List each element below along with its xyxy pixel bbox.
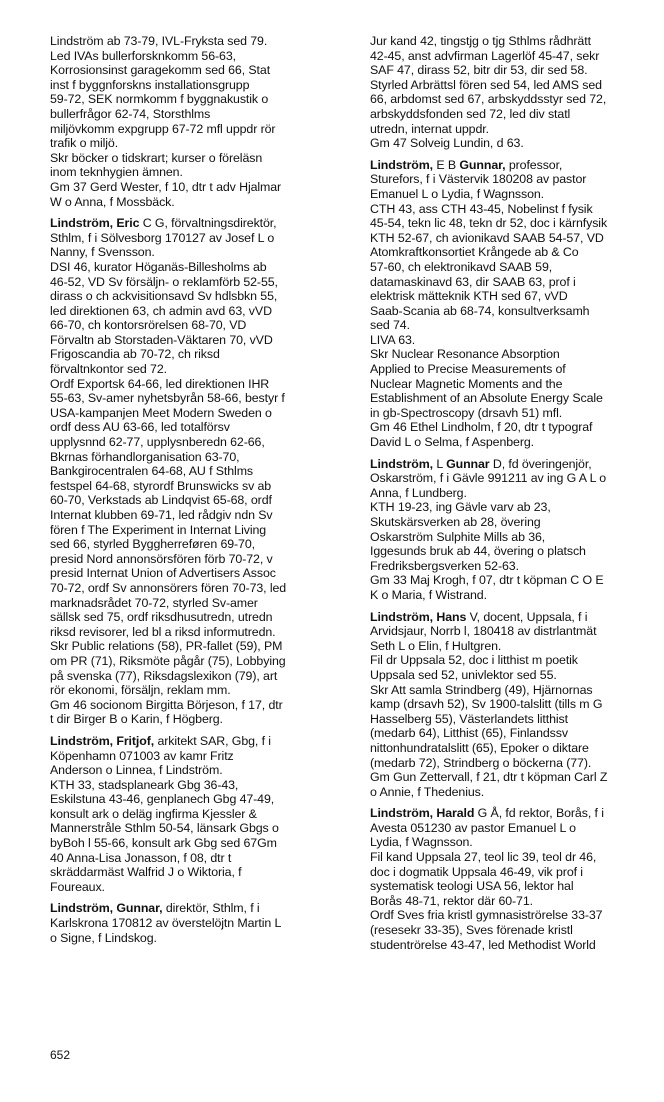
text-line: Jur kand 42, tingstjg o tjg Sthlms rådhrätt xyxy=(370,34,591,48)
text-line: t dir Birger B o Karin, f Högberg. xyxy=(50,712,223,727)
text-line: Nanny, f Svensson. xyxy=(50,245,155,260)
text-line: (medarb 64), Litthist (65), Finlandssv xyxy=(370,726,568,741)
text-line: (resesekr 33-35), Sves förenade kristl xyxy=(370,923,573,938)
text-line: Saab-Scania ab 68-74, konsultverksamh xyxy=(370,303,590,318)
text-line: Gm 37 Gerd Wester, f 10, dtr t adv Hjalmar xyxy=(50,179,282,194)
text-line: fören f The Experiment in Internat Living xyxy=(50,522,267,537)
text-line: 42-45, anst advfirman Lagerlöf 45-47, sekr xyxy=(370,48,600,63)
entry-initials: E B xyxy=(433,157,460,172)
text-line: KTH 52-67, ch avionikavd SAAB 54-57, VD xyxy=(370,230,604,245)
text-line: Bankgirocentralen 64-68, AU f Sthlms xyxy=(50,464,254,479)
text-line: Styrled Arbrättsl fören sed 54, led AMS sed xyxy=(370,77,602,92)
text-line: Gm 46 socionom Birgitta Börjeson, f 17, dtr xyxy=(50,697,283,712)
entry-text: V, docent, Uppsala, f i xyxy=(466,609,588,624)
text-line: David L o Selma, f Aspenberg. xyxy=(370,435,535,450)
entry-text: D, fd överingenjör, xyxy=(489,456,592,471)
text-line: in gb-Spectroscopy (drsavh 51) mfl. xyxy=(370,405,563,420)
entry-name: Lindström, xyxy=(370,157,434,172)
entry-lindstrom-hans xyxy=(370,610,662,800)
text-line: nittonhundratalslitt (65), Epoker o diktare xyxy=(370,740,589,755)
text-line xyxy=(370,806,662,821)
text-line: Led IVAs bullerforsknkomm 56-63, xyxy=(50,48,236,63)
text-line: W o Anna, f Mossbäck. xyxy=(50,194,175,209)
text-line: 59-72, SEK normkomm f byggnakustik o xyxy=(50,92,269,107)
text-line: led direktionen 63, ch admin avd 63, vVD xyxy=(50,303,272,318)
text-line: Establishment of an Absolute Energy Scale xyxy=(370,391,603,406)
entry-name-given: Gunnar, xyxy=(459,157,506,172)
text-line: Arvidsjaur, Norrb l, 180418 av distrlantmät xyxy=(370,624,597,639)
text-line: Hasselberg 55), Västerlandets litthist xyxy=(370,711,568,726)
text-line: upplysnnd 62-77, upplysnberedn 62-66, xyxy=(50,435,265,450)
text-line: inst f byggnforskns installationsgrupp xyxy=(50,77,250,92)
text-line: kamp (drsavh 52), Sv 1900-talslitt (tills m G xyxy=(370,697,603,712)
text-line: Köpenhamn 071003 av kamr Fritz xyxy=(50,748,234,763)
entry-name: Lindström, Harald xyxy=(370,806,475,821)
text-line: Ordf Exportsk 64-66, led direktionen IHR xyxy=(50,376,270,391)
entry-lindstrom-gunnar-eb xyxy=(370,158,662,450)
text-line: 60-70, Verkstads ab Lindqvist 65-68, ordf xyxy=(50,493,272,508)
text-line: förvaltnkontor sed 72. xyxy=(50,362,167,377)
text-line: festspel 64-68, styrordf Brunswicks sv ab xyxy=(50,478,272,493)
text-line: skräddarmäst Walfrid J o Wiktoria, f xyxy=(50,865,242,880)
text-line: Frigoscandia ab 70-72, ch riksd xyxy=(50,347,220,362)
text-line: Sturefors, f i Västervik 180208 av pastor xyxy=(370,172,587,187)
continued-entry xyxy=(50,34,350,209)
text-line: K o Maria, f Wistrand. xyxy=(370,587,487,602)
text-line: Karlskrona 170812 av överstelöjtn Martin L xyxy=(50,916,282,931)
entry-name: Lindström, xyxy=(370,456,434,471)
text-line: Eskilstuna 43-46, genplanech Gbg 47-49, xyxy=(50,792,275,807)
text-line: Sthlm, f i Sölvesborg 170127 av Josef L o xyxy=(50,230,275,245)
text-line: 45-54, tekn lic 48, tekn dr 52, doc i kärnfysik xyxy=(370,216,608,231)
text-line: LIVA 63. xyxy=(370,332,416,347)
text-line: Skr Public relations (58), PR-fallet (59), PM xyxy=(50,639,283,654)
entry-name-given: Gunnar xyxy=(446,456,490,471)
text-line: elektrisk mätteknik KTH sed 67, vVD xyxy=(370,289,568,304)
text-line: 46-52, VD Sv försäljn- o reklamförb 52-55, xyxy=(50,274,278,289)
text-line: Gm 47 Solveig Lundin, d 63. xyxy=(370,136,524,151)
entry-initials: L xyxy=(433,456,447,471)
text-line: Gm Gun Zettervall, f 21, dtr t köpman Carl Z xyxy=(370,770,608,785)
text-line: datamaskinavd 63, dir SAAB 63, prof i xyxy=(370,274,576,289)
text-line: riksd revisorer, led bl a riksd informutredn. xyxy=(50,624,276,639)
text-line: Lydia, f Wagnsson. xyxy=(370,835,473,850)
entry-name: Lindström, Fritjof, xyxy=(50,733,155,748)
text-line: Korrosionsinst garagekomm sed 66, Stat xyxy=(50,63,271,78)
text-line: presid Nord annonsörsfören förb 70-72, v xyxy=(50,551,273,566)
entry-text: professor, xyxy=(505,157,563,172)
text-line: Anna, f Lundberg. xyxy=(370,485,467,500)
left-column xyxy=(50,34,350,945)
text-line: Skr Att samla Strindberg (49), Hjärnornas xyxy=(370,682,593,697)
text-line: Applied to Precise Measurements of xyxy=(370,362,566,377)
text-line: Uppsala sed 52, univlektor sed 55. xyxy=(370,667,557,682)
text-line xyxy=(50,216,350,231)
text-line: om PR (71), Riksmöte pågår (75), Lobbying xyxy=(50,653,286,668)
entry-lindstrom-fritjof xyxy=(50,734,350,895)
text-line: o Signe, f Lindskog. xyxy=(50,930,157,945)
text-line: DSI 46, kurator Höganäs-Billesholms ab xyxy=(50,259,267,274)
entry-lindstrom-gunnar-ld xyxy=(370,457,662,603)
text-line: Skr Nuclear Resonance Absorption xyxy=(370,347,560,362)
text-line: på svenska (77), Riksdagslexikon (79), art xyxy=(50,668,278,683)
text-line: Fil kand Uppsala 27, teol lic 39, teol dr 46, xyxy=(370,850,597,865)
text-line: utredn, internat uppdr. xyxy=(370,121,489,136)
text-line: marknadsrådet 70-72, styrled Sv-amer xyxy=(50,595,258,610)
text-line: trafik o miljö. xyxy=(50,136,119,151)
text-line: ordf dess AU 63-66, led totalförsv xyxy=(50,420,230,435)
text-line: systematisk teologi USA 56, lektor hal xyxy=(370,879,574,894)
text-line: Gm 46 Ethel Lindholm, f 20, dtr t typograf xyxy=(370,420,593,435)
text-line: Lindström ab 73-79, IVL-Fryksta sed 79. xyxy=(50,34,268,48)
text-line: Fredriksbergsverken 52-63. xyxy=(370,558,519,573)
text-line: Ordf Sves fria kristl gymnasiströrelse 33-37 xyxy=(370,908,603,923)
entry-text: direktör, Sthlm, f i xyxy=(162,901,260,916)
text-line xyxy=(370,610,662,625)
text-line: 66-70, ch kontorsrörelsen 68-70, VD xyxy=(50,318,247,333)
entry-text: arkitekt SAR, Gbg, f i xyxy=(154,733,271,748)
entry-lindstrom-eric xyxy=(50,216,350,727)
text-line: Nuclear Magnetic Moments and the xyxy=(370,376,563,391)
text-line: Skr böcker o tidskrart; kurser o föreläsn xyxy=(50,150,263,165)
text-line xyxy=(50,901,350,916)
text-line: KTH 19-23, ing Gävle varv ab 23, xyxy=(370,500,551,515)
text-line: presid Internat Union of Advertisers Assoc xyxy=(50,566,276,581)
entry-name: Lindström, Eric xyxy=(50,216,140,231)
text-line: konsult ark o deläg ingfirma Kjessler & xyxy=(50,806,257,821)
entry-name: Lindström, Hans xyxy=(370,609,467,624)
text-line: Borås 48-71, rektor där 60-71. xyxy=(370,893,533,908)
text-line: (medarb 72), Strindberg o böckerna (77). xyxy=(370,755,592,770)
text-line: Foureaux. xyxy=(50,879,105,894)
text-line: Emanuel L o Lydia, f Wagnsson. xyxy=(370,186,545,201)
text-line: byBoh l 55-66, konsult ark Gbg sed 67Gm xyxy=(50,836,277,851)
text-line: Oskarström Sulphite Mills ab 36, xyxy=(370,529,546,544)
text-line: SAF 47, dirass 52, bitr dir 53, dir sed 58. xyxy=(370,63,588,78)
text-line: sed 66, styrled Byggherreføren 69-70, xyxy=(50,537,255,552)
text-line: KTH 33, stadsplaneark Gbg 36-43, xyxy=(50,777,239,792)
text-line: miljövkomm expgrupp 67-72 mfl uppdr rör xyxy=(50,121,276,136)
text-line: Fil dr Uppsala 52, doc i litthist m poetik xyxy=(370,653,578,668)
entry-lindstrom-harald xyxy=(370,806,662,952)
text-line: USA-kampanjen Meet Modern Sweden o xyxy=(50,405,272,420)
text-line: bullerfrågor 62-74, Storsthlms xyxy=(50,106,211,121)
text-line: 66, arbdomst sed 67, arbskyddsstyr sed 72, xyxy=(370,92,607,107)
text-line: rör ekonomi, försäljn, reklam mm. xyxy=(50,683,231,698)
text-line: Skutskärsverken ab 28, övering xyxy=(370,515,541,529)
page-number: 652 xyxy=(50,1048,71,1062)
entry-name: Lindström, Gunnar, xyxy=(50,901,163,916)
text-line: Avesta 051230 av pastor Emanuel L o xyxy=(370,820,576,835)
entry-lindstrom-gunnar xyxy=(50,901,350,945)
text-line xyxy=(50,734,350,749)
text-line: Anderson o Linnea, f Lindström. xyxy=(50,763,223,778)
text-line: sällsk sed 75, ordf riksdhusutredn, utredn xyxy=(50,610,273,625)
text-line: CTH 43, ass CTH 43-45, Nobelinst f fysik xyxy=(370,201,593,216)
text-line: Internat klubben 69-71, led rådgiv ndn Sv xyxy=(50,508,273,522)
text-line: sed 74. xyxy=(370,318,410,333)
right-column xyxy=(370,34,662,952)
text-line: Mannerstråle Sthlm 50-54, länsark Gbgs o xyxy=(50,821,279,836)
text-line: Förvaltn ab Storstaden-Väktaren 70, vVD xyxy=(50,332,273,347)
text-line: inom teknhygien ämnen. xyxy=(50,165,183,180)
text-line: arbskyddsfonden sed 72, led div statl xyxy=(370,106,571,121)
text-line: Seth L o Elin, f Hultgren. xyxy=(370,638,502,653)
text-line: Atomkraftkonsortiet Krångede ab & Co xyxy=(370,245,579,260)
entry-text: C G, förvaltningsdirektör, xyxy=(139,216,277,231)
entry-text: G Å, fd rektor, Borås, f i xyxy=(474,806,604,821)
continued-entry xyxy=(370,34,662,151)
text-line: o Annie, f Thedenius. xyxy=(370,784,485,799)
text-line: dirass o ch ackvisitionsavd Sv hdlsbkn 55, xyxy=(50,289,278,304)
text-line: Bkrnas förhandlorganisation 63-70, xyxy=(50,449,240,464)
text-line: 55-63, Sv-amer nyhetsbyrån 58-66, bestyr f xyxy=(50,391,285,406)
text-line: studentrörelse 43-47, led Methodist World xyxy=(370,937,596,952)
text-line: Iggesunds bruk ab 44, övering o platsch xyxy=(370,544,586,559)
text-line: Oskarström, f i Gävle 991211 av ing G A L o xyxy=(370,471,607,486)
text-line: doc i dogmatik Uppsala 46-49, vik prof i xyxy=(370,864,583,879)
text-line: 40 Anna-Lisa Jonasson, f 08, dtr t xyxy=(50,850,232,865)
text-line: 57-60, ch elektronikavd SAAB 59, xyxy=(370,259,553,274)
text-line: 70-72, ordf Sv annonsörers fören 70-73, led xyxy=(50,580,287,595)
text-line: Gm 33 Maj Krogh, f 07, dtr t köpman C O E xyxy=(370,573,604,588)
text-line xyxy=(370,457,662,472)
text-line xyxy=(370,158,662,173)
